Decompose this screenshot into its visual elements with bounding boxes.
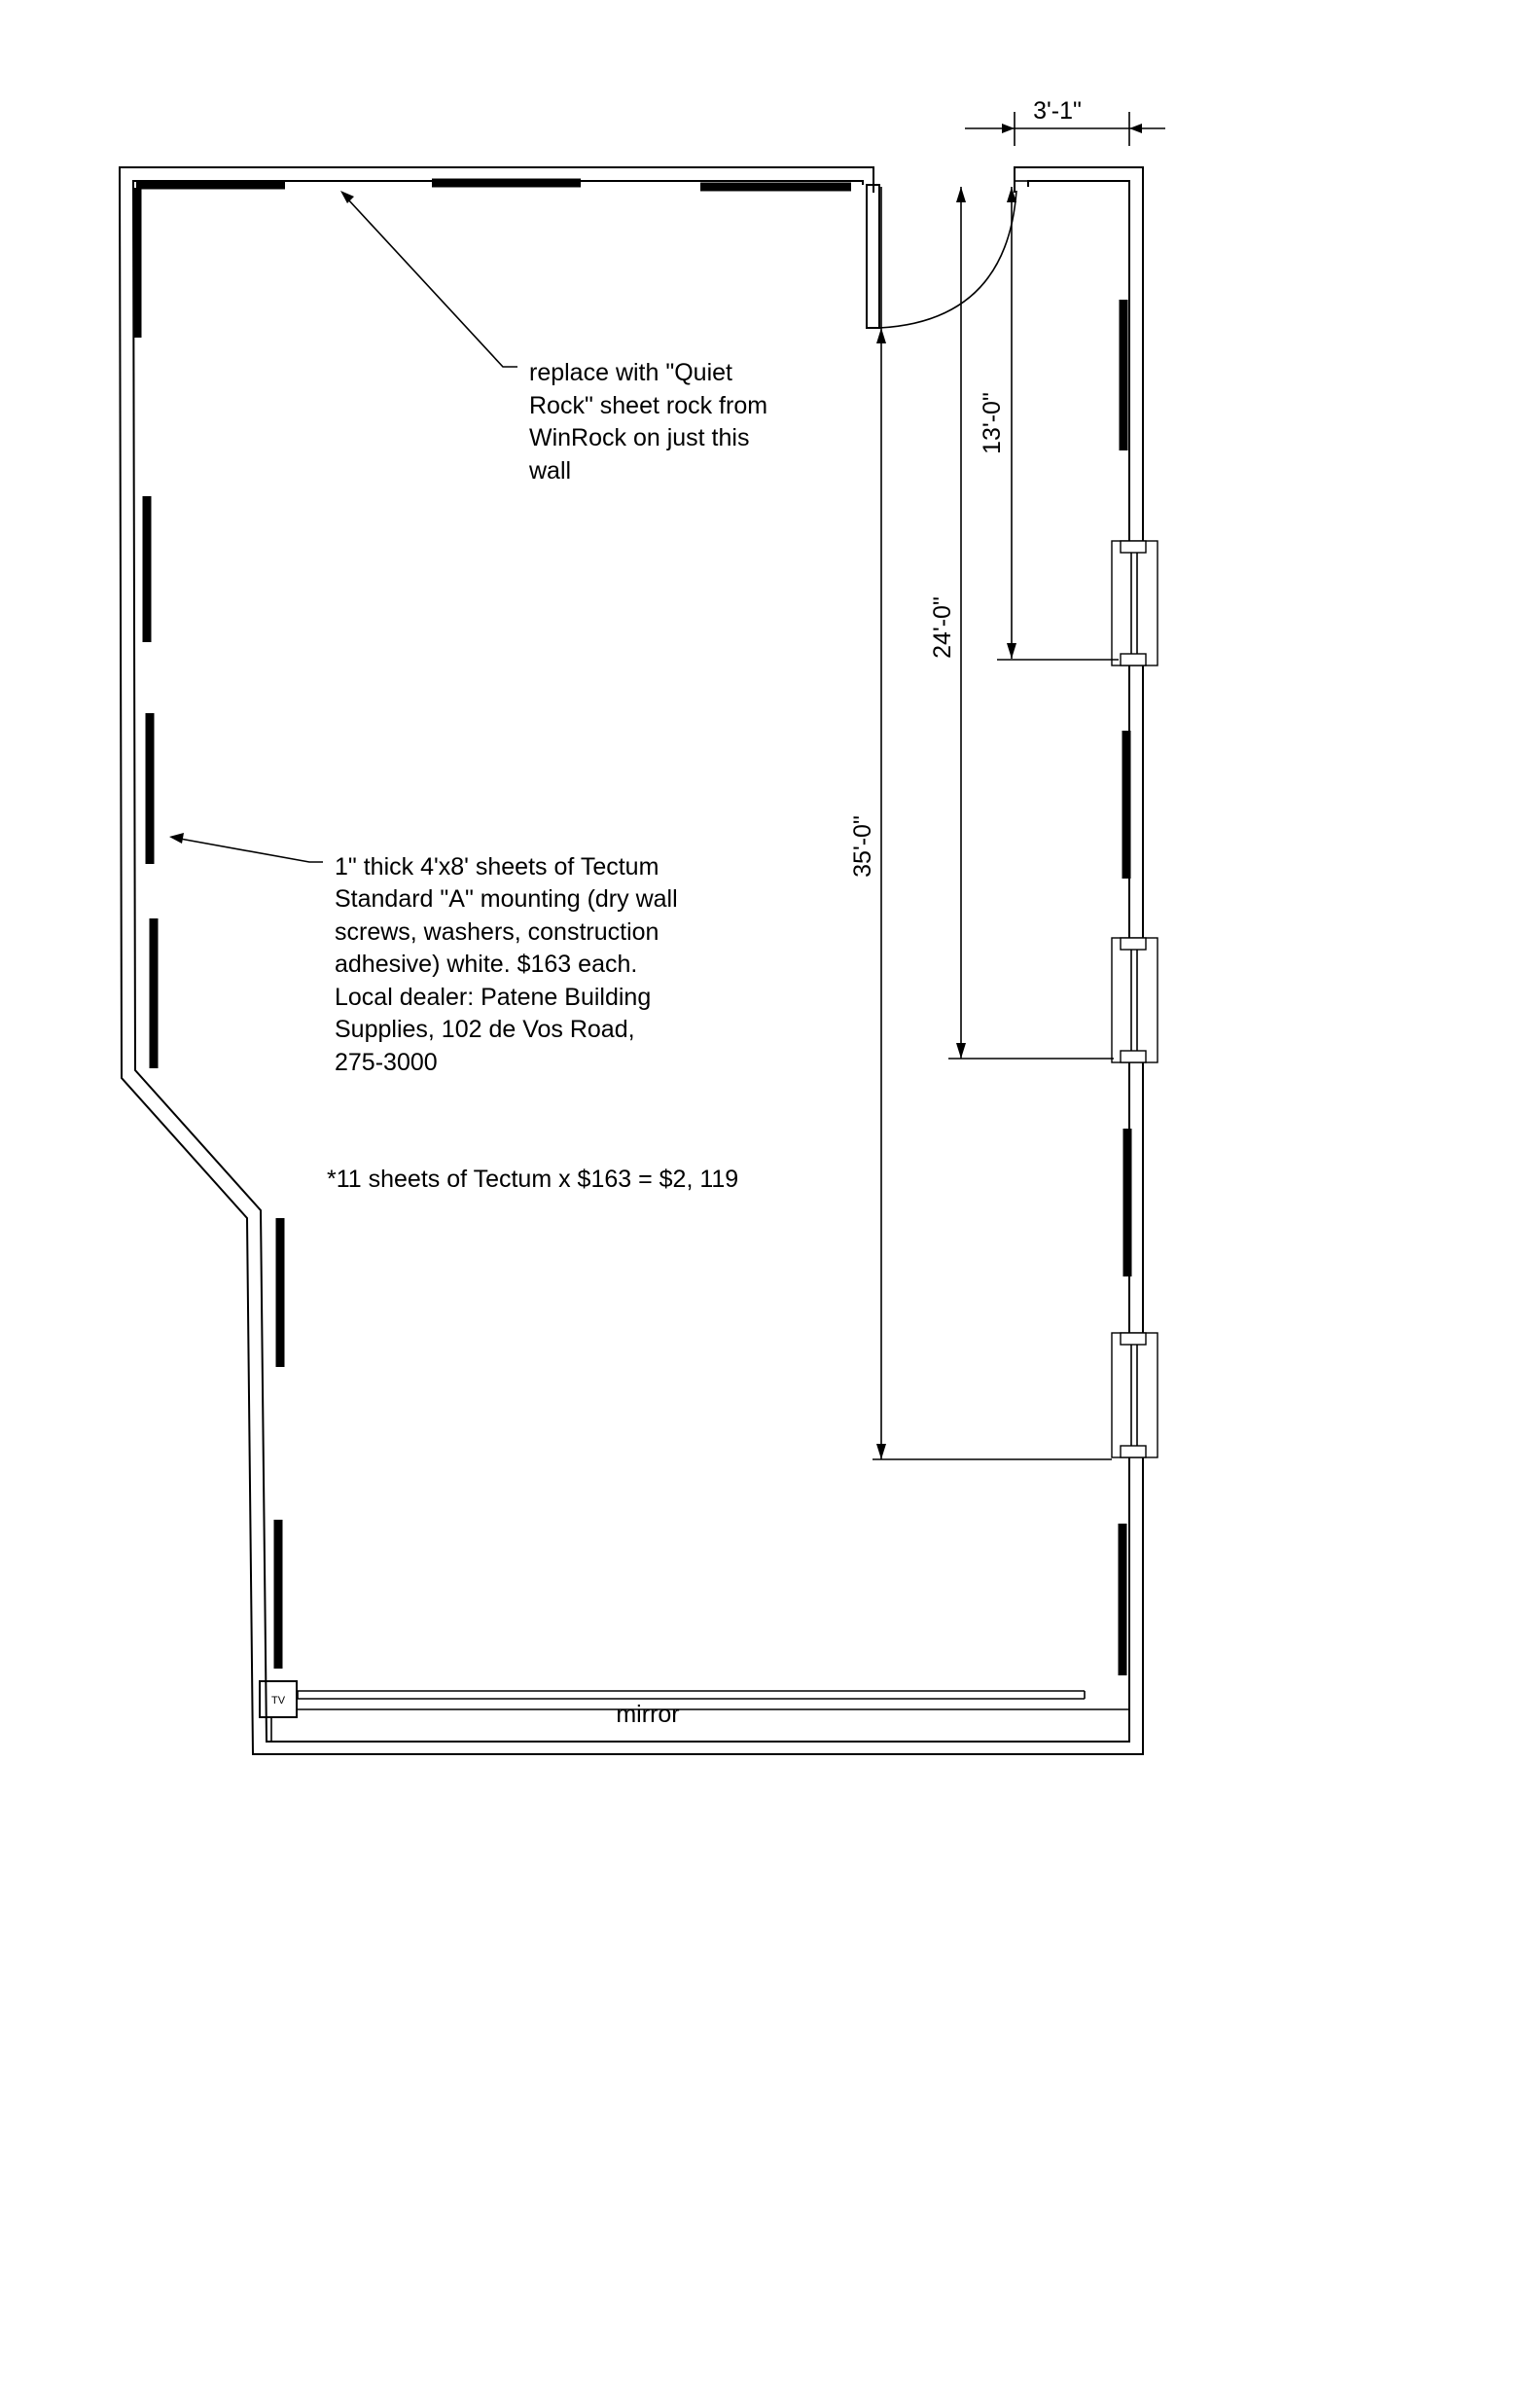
window-2 [1112,938,1158,1062]
quiet-rock-line-1: replace with "Quiet [529,359,732,386]
quiet-rock-leader [340,191,517,367]
mirror-label: mirror [616,1701,680,1728]
tectum-line-7: 275-3000 [335,1049,438,1076]
quiet-rock-line-2: Rock" sheet rock from [529,392,768,419]
tectum-line-2: Standard "A" mounting (dry wall [335,885,678,913]
tv-label: TV [270,1695,286,1707]
tectum-note [335,853,678,1076]
tectum-leader [169,833,323,862]
dimension-13ft-text: 13'-0" [979,392,1006,454]
quiet-rock-note [528,359,767,485]
dimension-35ft [849,187,1112,1459]
quiet-rock-line-3: WinRock on just this [529,424,750,451]
tectum-line-6: Supplies, 102 de Vos Road, [335,1016,635,1043]
window-1 [1112,541,1158,665]
tectum-line-3: screws, washers, construction [335,918,659,946]
tectum-line-5: Local dealer: Patene Building [335,984,652,1011]
right-wall-windows [1112,541,1158,1457]
dimension-24ft [929,187,1114,1059]
door-leaf [867,185,879,328]
door-width-dimension [965,97,1165,146]
dimension-24ft-text: 24'-0" [929,596,956,659]
door-swing-arc [879,191,1016,328]
tectum-line-1: 1" thick 4'x8' sheets of Tectum [335,853,659,881]
window-3 [1112,1333,1158,1457]
dimension-35ft-text: 35'-0" [849,815,876,878]
left-wall-panels [137,188,280,1669]
entry-door [867,185,1016,328]
quiet-rock-line-4: wall [529,457,572,485]
tectum-line-4: adhesive) white. $163 each. [335,951,638,978]
tectum-total-note: *11 sheets of Tectum x $163 = $2, 119 [327,1166,739,1193]
top-wall-panels [136,183,851,187]
door-width-text: 3'-1" [1033,97,1082,125]
mirror-wall [298,1691,1129,1709]
